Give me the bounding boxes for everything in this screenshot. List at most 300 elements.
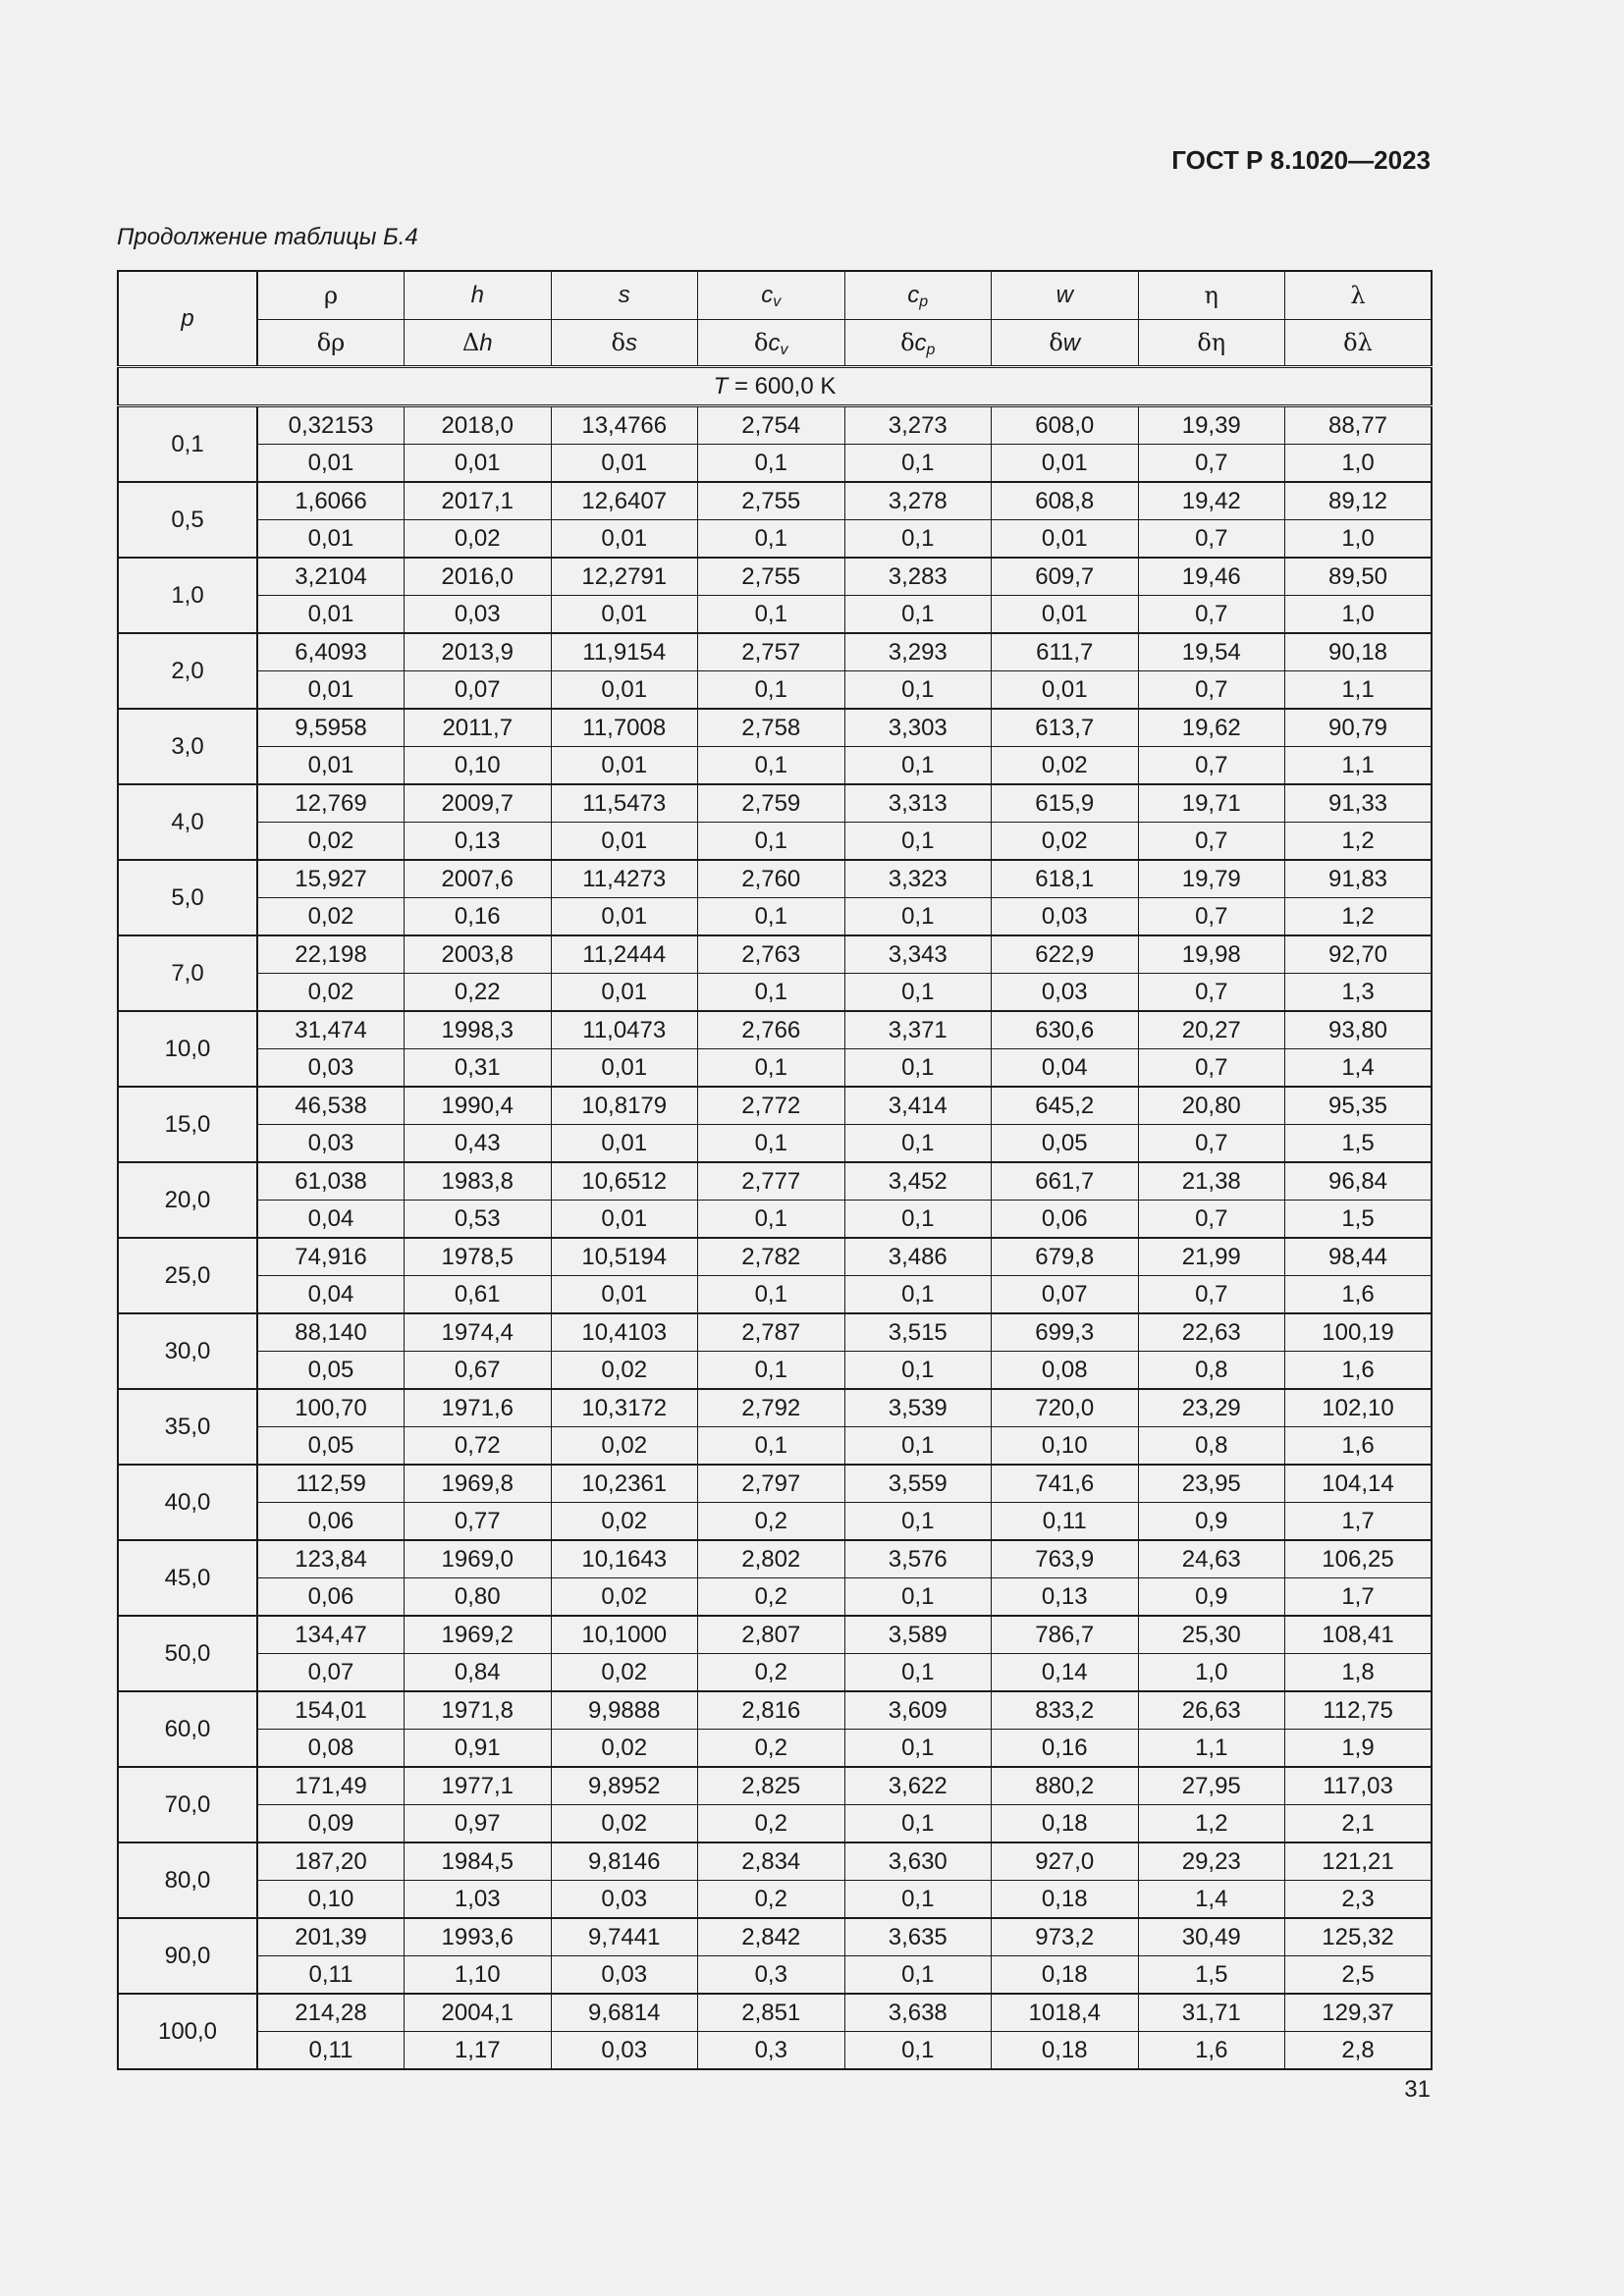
value-cell: 90,79 (1285, 709, 1433, 747)
value-cell: 1969,8 (405, 1465, 552, 1503)
value-cell: 13,4766 (551, 406, 698, 445)
uncertainty-cell: 1,5 (1285, 1125, 1433, 1163)
value-cell: 3,303 (844, 709, 992, 747)
uncertainty-cell: 0,1 (698, 1125, 845, 1163)
uncertainty-cell: 0,1 (844, 520, 992, 559)
uncertainty-cell: 0,18 (992, 1956, 1139, 1995)
value-cell: 3,2104 (257, 558, 405, 596)
value-cell: 3,539 (844, 1389, 992, 1427)
pressure-cell: 15,0 (118, 1087, 257, 1162)
value-cell: 11,0473 (551, 1011, 698, 1049)
value-cell: 106,25 (1285, 1540, 1433, 1578)
uncertainty-cell: 0,03 (992, 974, 1139, 1012)
uncertainty-cell: 1,2 (1285, 823, 1433, 861)
value-cell: 61,038 (257, 1162, 405, 1201)
uncertainty-cell: 1,9 (1285, 1730, 1433, 1768)
uncertainty-cell: 0,1 (698, 1427, 845, 1466)
table-row (118, 406, 1432, 445)
table-row (118, 1616, 1432, 1654)
uncertainty-cell: 0,01 (405, 445, 552, 483)
header-row-uncertainties (118, 320, 1432, 367)
uncertainty-cell: 0,02 (992, 747, 1139, 785)
uncertainty-cell: 0,3 (698, 2032, 845, 2070)
value-cell: 89,50 (1285, 558, 1433, 596)
uncertainty-cell: 0,02 (992, 823, 1139, 861)
pressure-cell: 30,0 (118, 1313, 257, 1389)
table-row (118, 633, 1432, 671)
value-cell: 1971,6 (405, 1389, 552, 1427)
table-row-uncertainty (118, 671, 1432, 710)
uncertainty-cell: 0,13 (992, 1578, 1139, 1617)
value-cell: 12,769 (257, 784, 405, 823)
value-cell: 3,635 (844, 1918, 992, 1956)
col-header-cp: $c_p$ (844, 271, 992, 320)
uncertainty-cell: 0,1 (844, 1201, 992, 1239)
value-cell: 12,6407 (551, 482, 698, 520)
table-row-uncertainty (118, 898, 1432, 936)
value-cell: 3,630 (844, 1842, 992, 1881)
value-cell: 2,787 (698, 1313, 845, 1352)
col-header-h: h (405, 271, 552, 320)
uncertainty-cell: 0,1 (844, 2032, 992, 2070)
value-cell: 10,1643 (551, 1540, 698, 1578)
uncertainty-cell: 0,7 (1138, 596, 1285, 634)
value-cell: 3,452 (844, 1162, 992, 1201)
uncertainty-cell: 0,7 (1138, 671, 1285, 710)
uncertainty-cell: 0,1 (844, 1049, 992, 1088)
value-cell: 608,8 (992, 482, 1139, 520)
table-row (118, 1011, 1432, 1049)
uncertainty-cell: 0,02 (257, 898, 405, 936)
value-cell: 112,75 (1285, 1691, 1433, 1730)
header-row-properties (118, 271, 1432, 320)
uncertainty-cell: 0,01 (257, 747, 405, 785)
uncertainty-cell: 0,9 (1138, 1503, 1285, 1541)
value-cell: 3,576 (844, 1540, 992, 1578)
value-cell: 10,1000 (551, 1616, 698, 1654)
value-cell: 10,5194 (551, 1238, 698, 1276)
table-row-uncertainty (118, 520, 1432, 559)
pressure-cell: 25,0 (118, 1238, 257, 1313)
uncertainty-cell: 0,9 (1138, 1578, 1285, 1617)
value-cell: 2,758 (698, 709, 845, 747)
uncertainty-cell: 0,07 (405, 671, 552, 710)
uncertainty-cell: 0,61 (405, 1276, 552, 1314)
uncertainty-cell: 0,7 (1138, 747, 1285, 785)
table-row-uncertainty (118, 1049, 1432, 1088)
value-cell: 679,8 (992, 1238, 1139, 1276)
table-row-uncertainty (118, 974, 1432, 1012)
value-cell: 622,9 (992, 935, 1139, 974)
uncertainty-cell: 1,0 (1285, 596, 1433, 634)
uncertainty-cell: 0,02 (551, 1805, 698, 1843)
value-cell: 2011,7 (405, 709, 552, 747)
uncertainty-cell: 0,2 (698, 1503, 845, 1541)
value-cell: 2,757 (698, 633, 845, 671)
table-row-uncertainty (118, 1201, 1432, 1239)
value-cell: 12,2791 (551, 558, 698, 596)
value-cell: 91,33 (1285, 784, 1433, 823)
uncertainty-cell: 1,03 (405, 1881, 552, 1919)
col-header-s: s (551, 271, 698, 320)
pressure-cell: 100,0 (118, 1994, 257, 2069)
value-cell: 108,41 (1285, 1616, 1433, 1654)
properties-table (117, 270, 1433, 2070)
uncertainty-cell: 0,02 (551, 1352, 698, 1390)
value-cell: 880,2 (992, 1767, 1139, 1805)
uncertainty-cell: 0,1 (698, 747, 845, 785)
pressure-cell: 35,0 (118, 1389, 257, 1465)
uncertainty-cell: 0,01 (551, 445, 698, 483)
uncertainty-cell: 0,1 (698, 671, 845, 710)
value-cell: 19,79 (1138, 860, 1285, 898)
uncertainty-cell: 0,02 (551, 1654, 698, 1692)
value-cell: 613,7 (992, 709, 1139, 747)
pressure-cell: 60,0 (118, 1691, 257, 1767)
value-cell: 21,38 (1138, 1162, 1285, 1201)
table-row (118, 784, 1432, 823)
col-header-d-cp: $\delta c_p$ (844, 320, 992, 367)
value-cell: 2,782 (698, 1238, 845, 1276)
value-cell: 2016,0 (405, 558, 552, 596)
uncertainty-cell: 0,7 (1138, 520, 1285, 559)
value-cell: 11,9154 (551, 633, 698, 671)
uncertainty-cell: 1,6 (1285, 1352, 1433, 1390)
uncertainty-cell: 0,14 (992, 1654, 1139, 1692)
value-cell: 1998,3 (405, 1011, 552, 1049)
uncertainty-cell: 0,07 (992, 1276, 1139, 1314)
value-cell: 2,760 (698, 860, 845, 898)
table-row (118, 935, 1432, 974)
uncertainty-cell: 0,03 (257, 1125, 405, 1163)
pressure-cell: 90,0 (118, 1918, 257, 1994)
col-header-rho: ρ (257, 271, 405, 320)
value-cell: 123,84 (257, 1540, 405, 1578)
value-cell: 2,754 (698, 406, 845, 445)
uncertainty-cell: 0,2 (698, 1805, 845, 1843)
uncertainty-cell: 0,1 (698, 823, 845, 861)
value-cell: 3,343 (844, 935, 992, 974)
pressure-cell: 20,0 (118, 1162, 257, 1238)
pressure-cell: 40,0 (118, 1465, 257, 1540)
uncertainty-cell: 1,3 (1285, 974, 1433, 1012)
uncertainty-cell: 0,01 (551, 1125, 698, 1163)
uncertainty-cell: 1,2 (1138, 1805, 1285, 1843)
value-cell: 22,198 (257, 935, 405, 974)
table-row-uncertainty (118, 747, 1432, 785)
uncertainty-cell: 0,1 (698, 974, 845, 1012)
uncertainty-cell: 0,2 (698, 1578, 845, 1617)
value-cell: 786,7 (992, 1616, 1139, 1654)
uncertainty-cell: 1,17 (405, 2032, 552, 2070)
uncertainty-cell: 0,05 (992, 1125, 1139, 1163)
value-cell: 1984,5 (405, 1842, 552, 1881)
table-row (118, 482, 1432, 520)
value-cell: 96,84 (1285, 1162, 1433, 1201)
uncertainty-cell: 1,1 (1285, 747, 1433, 785)
value-cell: 104,14 (1285, 1465, 1433, 1503)
value-cell: 19,98 (1138, 935, 1285, 974)
uncertainty-cell: 0,1 (698, 1276, 845, 1314)
uncertainty-cell: 0,01 (551, 1276, 698, 1314)
uncertainty-cell: 0,02 (257, 974, 405, 1012)
uncertainty-cell: 1,2 (1285, 898, 1433, 936)
uncertainty-cell: 0,01 (257, 671, 405, 710)
value-cell: 741,6 (992, 1465, 1139, 1503)
uncertainty-cell: 0,01 (551, 596, 698, 634)
uncertainty-cell: 1,6 (1138, 2032, 1285, 2070)
uncertainty-cell: 0,1 (844, 1730, 992, 1768)
uncertainty-cell: 0,1 (698, 445, 845, 483)
table-row-uncertainty (118, 1805, 1432, 1843)
value-cell: 23,95 (1138, 1465, 1285, 1503)
value-cell: 98,44 (1285, 1238, 1433, 1276)
value-cell: 100,70 (257, 1389, 405, 1427)
uncertainty-cell: 0,1 (844, 823, 992, 861)
value-cell: 31,71 (1138, 1994, 1285, 2032)
value-cell: 2,766 (698, 1011, 845, 1049)
uncertainty-cell: 0,01 (992, 596, 1139, 634)
value-cell: 26,63 (1138, 1691, 1285, 1730)
uncertainty-cell: 0,18 (992, 1881, 1139, 1919)
value-cell: 74,916 (257, 1238, 405, 1276)
document-code: ГОСТ Р 8.1020—2023 (1171, 145, 1431, 175)
uncertainty-cell: 0,02 (405, 520, 552, 559)
value-cell: 10,4103 (551, 1313, 698, 1352)
uncertainty-cell: 0,05 (257, 1352, 405, 1390)
value-cell: 2,851 (698, 1994, 845, 2032)
value-cell: 102,10 (1285, 1389, 1433, 1427)
uncertainty-cell: 0,84 (405, 1654, 552, 1692)
uncertainty-cell: 0,11 (257, 1956, 405, 1995)
table-row-uncertainty (118, 1956, 1432, 1995)
table-row-uncertainty (118, 1276, 1432, 1314)
value-cell: 2,816 (698, 1691, 845, 1730)
value-cell: 92,70 (1285, 935, 1433, 974)
uncertainty-cell: 0,2 (698, 1730, 845, 1768)
value-cell: 833,2 (992, 1691, 1139, 1730)
value-cell: 88,140 (257, 1313, 405, 1352)
uncertainty-cell: 0,67 (405, 1352, 552, 1390)
pressure-cell: 80,0 (118, 1842, 257, 1918)
uncertainty-cell: 0,7 (1138, 1201, 1285, 1239)
uncertainty-cell: 0,97 (405, 1805, 552, 1843)
uncertainty-cell: 0,03 (551, 1881, 698, 1919)
uncertainty-cell: 0,16 (405, 898, 552, 936)
value-cell: 1969,2 (405, 1616, 552, 1654)
uncertainty-cell: 0,08 (257, 1730, 405, 1768)
value-cell: 2,834 (698, 1842, 845, 1881)
col-header-w: w (992, 271, 1139, 320)
col-header-eta: η (1138, 271, 1285, 320)
col-header-d-lambda: δλ (1285, 320, 1433, 367)
value-cell: 1978,5 (405, 1238, 552, 1276)
uncertainty-cell: 0,1 (844, 1881, 992, 1919)
pressure-cell: 2,0 (118, 633, 257, 709)
uncertainty-cell: 0,02 (551, 1503, 698, 1541)
table-row (118, 1162, 1432, 1201)
uncertainty-cell: 0,01 (551, 1201, 698, 1239)
col-header-d-h: Δh (405, 320, 552, 367)
caption-prefix: Продолжение таблицы (117, 224, 384, 250)
uncertainty-cell: 0,03 (405, 596, 552, 634)
uncertainty-cell: 0,22 (405, 974, 552, 1012)
value-cell: 2009,7 (405, 784, 552, 823)
uncertainty-cell: 0,07 (257, 1654, 405, 1692)
uncertainty-cell: 0,43 (405, 1125, 552, 1163)
value-cell: 2,842 (698, 1918, 845, 1956)
value-cell: 661,7 (992, 1162, 1139, 1201)
table-row (118, 1540, 1432, 1578)
value-cell: 2,792 (698, 1389, 845, 1427)
uncertainty-cell: 0,10 (405, 747, 552, 785)
table-row (118, 1842, 1432, 1881)
uncertainty-cell: 0,1 (844, 1578, 992, 1617)
col-header-lambda: λ (1285, 271, 1433, 320)
value-cell: 23,29 (1138, 1389, 1285, 1427)
uncertainty-cell: 0,03 (551, 2032, 698, 2070)
value-cell: 9,8952 (551, 1767, 698, 1805)
value-cell: 720,0 (992, 1389, 1139, 1427)
uncertainty-cell: 0,05 (257, 1427, 405, 1466)
uncertainty-cell: 0,7 (1138, 1049, 1285, 1088)
table-row-uncertainty (118, 445, 1432, 483)
value-cell: 21,99 (1138, 1238, 1285, 1276)
col-header-cv: $c_v$ (698, 271, 845, 320)
uncertainty-cell: 0,01 (257, 445, 405, 483)
uncertainty-cell: 2,1 (1285, 1805, 1433, 1843)
value-cell: 1974,4 (405, 1313, 552, 1352)
value-cell: 3,273 (844, 406, 992, 445)
pressure-cell: 70,0 (118, 1767, 257, 1842)
uncertainty-cell: 0,2 (698, 1654, 845, 1692)
uncertainty-cell: 0,02 (257, 823, 405, 861)
value-cell: 30,49 (1138, 1918, 1285, 1956)
uncertainty-cell: 0,18 (992, 2032, 1139, 2070)
value-cell: 129,37 (1285, 1994, 1433, 2032)
uncertainty-cell: 0,11 (992, 1503, 1139, 1541)
uncertainty-cell: 0,1 (698, 520, 845, 559)
uncertainty-cell: 0,7 (1138, 974, 1285, 1012)
col-header-d-s: δs (551, 320, 698, 367)
value-cell: 2,755 (698, 558, 845, 596)
uncertainty-cell: 0,1 (844, 1427, 992, 1466)
value-cell: 611,7 (992, 633, 1139, 671)
value-cell: 93,80 (1285, 1011, 1433, 1049)
col-header-d-cv: $\delta c_v$ (698, 320, 845, 367)
uncertainty-cell: 0,02 (551, 1730, 698, 1768)
col-header-d-w: δw (992, 320, 1139, 367)
uncertainty-cell: 1,1 (1138, 1730, 1285, 1768)
table-row-uncertainty (118, 1654, 1432, 1692)
value-cell: 3,609 (844, 1691, 992, 1730)
table-caption (117, 224, 418, 251)
value-cell: 609,7 (992, 558, 1139, 596)
pressure-cell: 7,0 (118, 935, 257, 1011)
uncertainty-cell: 0,7 (1138, 1125, 1285, 1163)
uncertainty-cell: 0,06 (257, 1503, 405, 1541)
uncertainty-cell: 0,01 (257, 520, 405, 559)
value-cell: 11,2444 (551, 935, 698, 974)
value-cell: 9,8146 (551, 1842, 698, 1881)
uncertainty-cell: 1,4 (1285, 1049, 1433, 1088)
value-cell: 11,7008 (551, 709, 698, 747)
uncertainty-cell: 1,10 (405, 1956, 552, 1995)
uncertainty-cell: 0,18 (992, 1805, 1139, 1843)
uncertainty-cell: 0,01 (257, 596, 405, 634)
table-row (118, 1087, 1432, 1125)
uncertainty-cell: 0,11 (257, 2032, 405, 2070)
uncertainty-cell: 2,3 (1285, 1881, 1433, 1919)
value-cell: 2003,8 (405, 935, 552, 974)
value-cell: 608,0 (992, 406, 1139, 445)
uncertainty-cell: 0,02 (551, 1427, 698, 1466)
value-cell: 2,759 (698, 784, 845, 823)
value-cell: 630,6 (992, 1011, 1139, 1049)
value-cell: 19,54 (1138, 633, 1285, 671)
value-cell: 3,313 (844, 784, 992, 823)
value-cell: 89,12 (1285, 482, 1433, 520)
uncertainty-cell: 0,1 (844, 445, 992, 483)
value-cell: 3,278 (844, 482, 992, 520)
value-cell: 125,32 (1285, 1918, 1433, 1956)
uncertainty-cell: 0,1 (844, 1125, 992, 1163)
value-cell: 29,23 (1138, 1842, 1285, 1881)
table-row (118, 1313, 1432, 1352)
uncertainty-cell: 0,04 (257, 1276, 405, 1314)
uncertainty-cell: 0,77 (405, 1503, 552, 1541)
value-cell: 19,46 (1138, 558, 1285, 596)
uncertainty-cell: 0,04 (257, 1201, 405, 1239)
value-cell: 121,21 (1285, 1842, 1433, 1881)
uncertainty-cell: 0,10 (257, 1881, 405, 1919)
table-row-uncertainty (118, 1503, 1432, 1541)
uncertainty-cell: 1,4 (1138, 1881, 1285, 1919)
uncertainty-cell: 1,6 (1285, 1427, 1433, 1466)
value-cell: 615,9 (992, 784, 1139, 823)
uncertainty-cell: 0,1 (698, 1049, 845, 1088)
value-cell: 201,39 (257, 1918, 405, 1956)
value-cell: 3,293 (844, 633, 992, 671)
table-row (118, 1918, 1432, 1956)
value-cell: 6,4093 (257, 633, 405, 671)
value-cell: 3,589 (844, 1616, 992, 1654)
uncertainty-cell: 1,7 (1285, 1503, 1433, 1541)
value-cell: 3,486 (844, 1238, 992, 1276)
temperature-row (118, 367, 1432, 406)
uncertainty-cell: 0,16 (992, 1730, 1139, 1768)
uncertainty-cell: 0,91 (405, 1730, 552, 1768)
value-cell: 2,763 (698, 935, 845, 974)
uncertainty-cell: 1,6 (1285, 1276, 1433, 1314)
uncertainty-cell: 0,1 (844, 1956, 992, 1995)
value-cell: 11,5473 (551, 784, 698, 823)
page-number: 31 (1404, 2076, 1431, 2103)
uncertainty-cell: 0,1 (844, 974, 992, 1012)
value-cell: 2,755 (698, 482, 845, 520)
value-cell: 1977,1 (405, 1767, 552, 1805)
table-row-uncertainty (118, 2032, 1432, 2070)
value-cell: 699,3 (992, 1313, 1139, 1352)
value-cell: 20,27 (1138, 1011, 1285, 1049)
value-cell: 95,35 (1285, 1087, 1433, 1125)
value-cell: 3,414 (844, 1087, 992, 1125)
table-row (118, 1389, 1432, 1427)
value-cell: 3,371 (844, 1011, 992, 1049)
value-cell: 91,83 (1285, 860, 1433, 898)
value-cell: 19,39 (1138, 406, 1285, 445)
value-cell: 154,01 (257, 1691, 405, 1730)
